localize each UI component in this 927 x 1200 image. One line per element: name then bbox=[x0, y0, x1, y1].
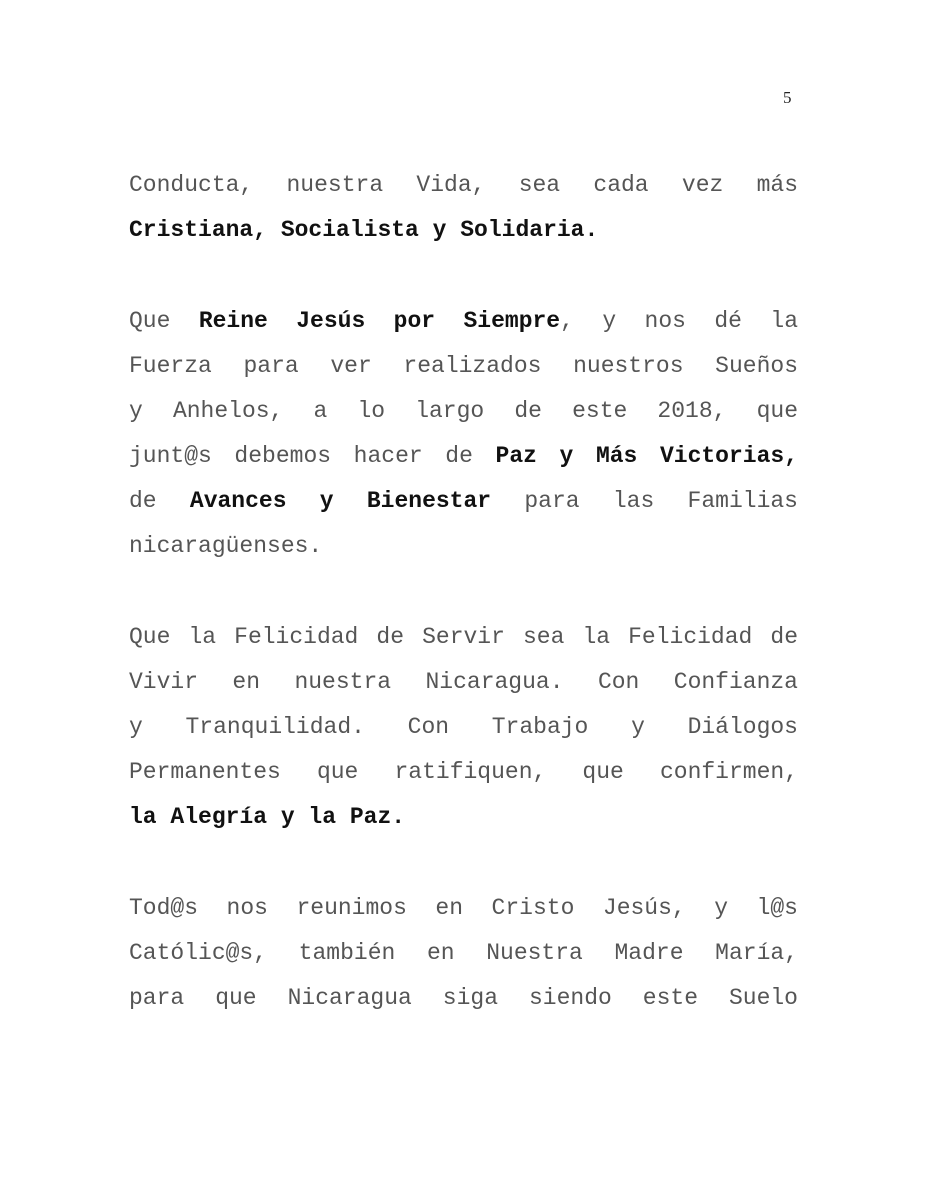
page-number: 5 bbox=[783, 88, 792, 107]
text-line bbox=[129, 981, 798, 1015]
text-segment: Permanentes que ratifiquen, que confirmen, bbox=[129, 759, 798, 785]
text-line bbox=[129, 213, 798, 247]
text-segment: y Tranquilidad. Con Trabajo y Diálogos bbox=[129, 714, 798, 740]
text-line bbox=[129, 710, 798, 744]
text-line bbox=[129, 304, 798, 338]
text-segment: Tod@s nos reunimos en Cristo Jesús, y l@s bbox=[129, 895, 798, 921]
bold-text-segment: la Alegría y la Paz. bbox=[129, 804, 406, 830]
bold-text-segment: Avances y Bienestar bbox=[189, 488, 492, 514]
text-segment: Católic@s, también en Nuestra Madre María, bbox=[129, 940, 798, 966]
text-line bbox=[129, 891, 798, 925]
text-line bbox=[129, 936, 798, 970]
text-line bbox=[129, 529, 798, 563]
text-line bbox=[129, 484, 798, 518]
text-line bbox=[129, 620, 798, 654]
text-line bbox=[129, 394, 798, 428]
text-segment: Que bbox=[129, 308, 199, 334]
text-line bbox=[129, 665, 798, 699]
text-segment: Conducta, nuestra Vida, sea cada vez más bbox=[129, 172, 798, 198]
text-segment: Vivir en nuestra Nicaragua. Con Confianza bbox=[129, 669, 798, 695]
text-line bbox=[129, 755, 798, 789]
text-line bbox=[129, 349, 798, 383]
text-line bbox=[129, 439, 798, 473]
text-line bbox=[129, 168, 798, 202]
text-segment: para que Nicaragua siga siendo este Suelo bbox=[129, 985, 798, 1011]
text-segment: Fuerza para ver realizados nuestros Sueños bbox=[129, 353, 798, 379]
text-segment: de bbox=[129, 488, 190, 514]
bold-text-segment: Reine Jesús por Siempre bbox=[198, 308, 561, 334]
bold-text-segment: Cristiana, Socialista y Solidaria. bbox=[129, 217, 599, 243]
text-segment: , y nos dé la bbox=[560, 308, 798, 334]
text-segment: nicaragüenses. bbox=[129, 533, 323, 559]
text-segment: y Anhelos, a lo largo de este 2018, que bbox=[129, 398, 798, 424]
text-segment: junt@s debemos hacer de bbox=[129, 443, 496, 469]
bold-text-segment: Paz y Más Victorias, bbox=[495, 443, 798, 469]
text-segment: para las Familias bbox=[491, 488, 798, 514]
text-segment: Que la Felicidad de Servir sea la Felicidad de bbox=[129, 624, 798, 650]
text-line bbox=[129, 800, 798, 834]
